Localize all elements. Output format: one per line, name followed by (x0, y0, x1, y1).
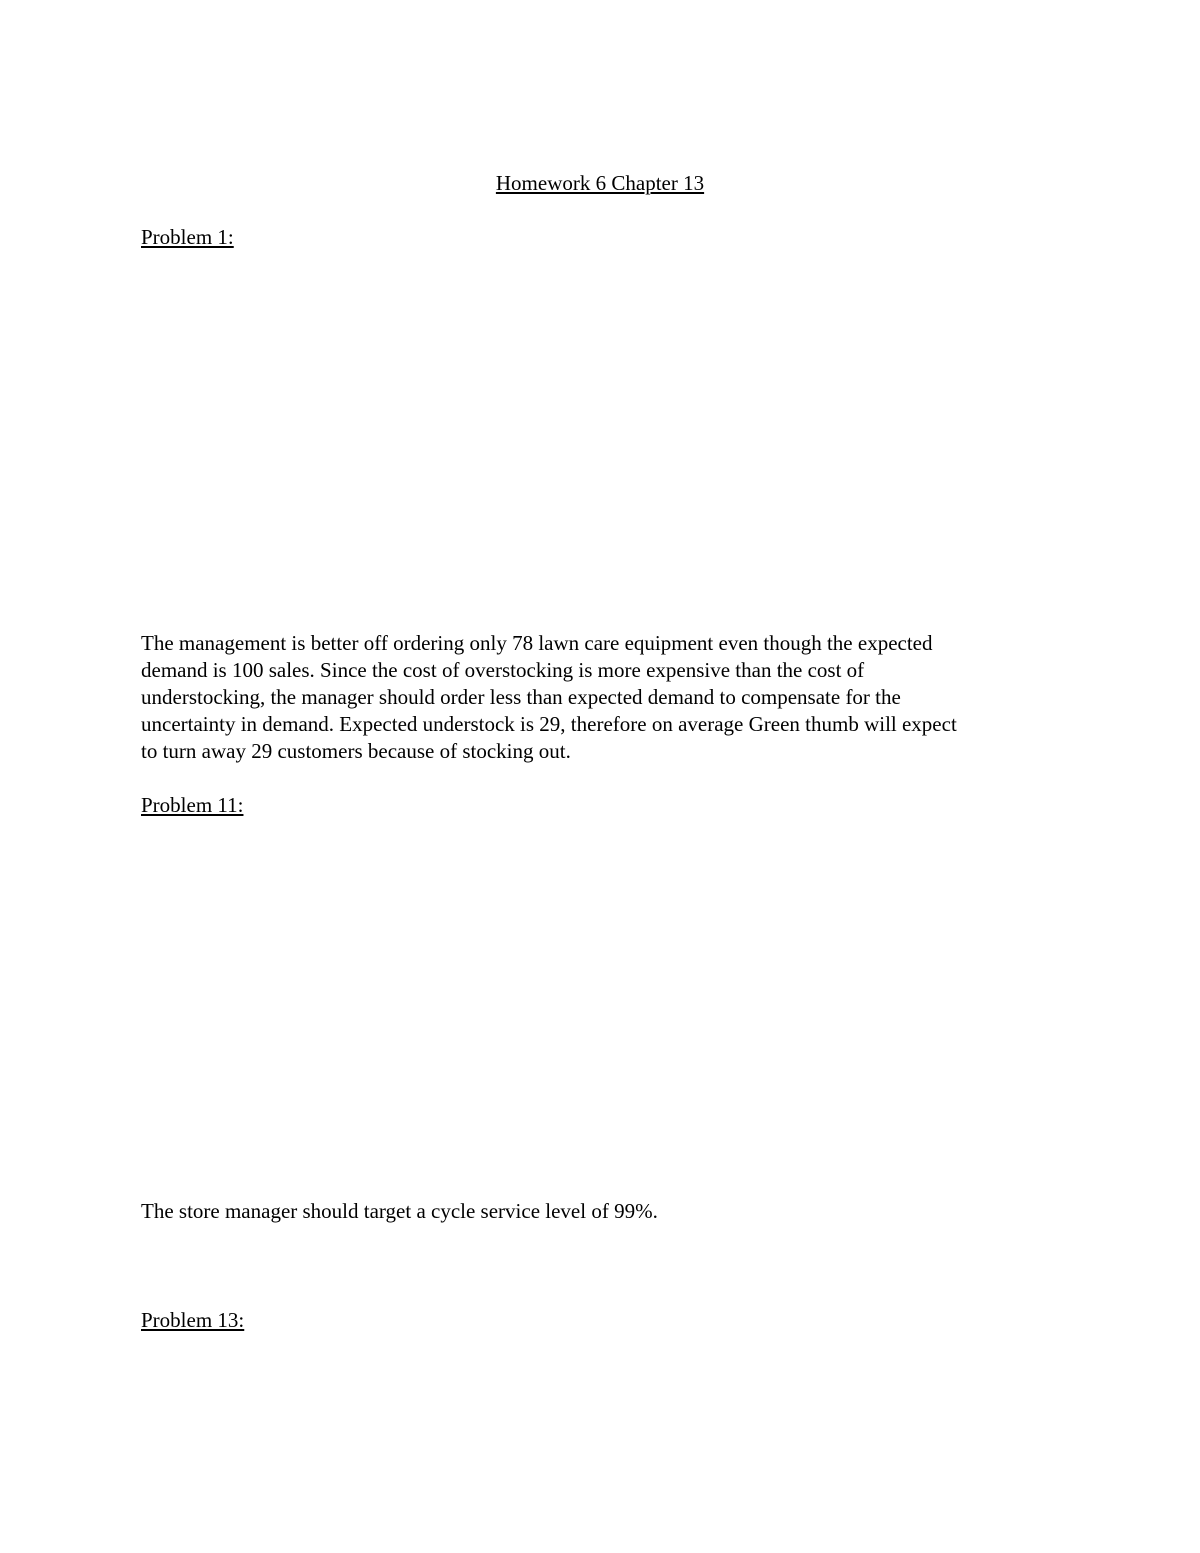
answer-paragraph-problem-1 (141, 630, 1071, 765)
answer-paragraph-problem-11 (141, 1198, 1071, 1225)
section-heading-problem-1: Problem 1: (141, 225, 234, 249)
document-title: Homework 6 Chapter 13 (495, 171, 705, 195)
paragraph-line: understocking, the manager should order less than expected demand to compensate for the (141, 685, 901, 709)
paragraph-line: The management is better off ordering only 78 lawn care equipment even though the expected (141, 631, 933, 655)
paragraph-line: uncertainty in demand. Expected understock is 29, therefore on average Green thumb will expect (141, 712, 957, 736)
section-heading-problem-13: Problem 13: (141, 1308, 245, 1332)
paragraph-line: The store manager should target a cycle service level of 99%. (141, 1199, 658, 1223)
paragraph-line: demand is 100 sales. Since the cost of overstocking is more expensive than the cost of (141, 658, 865, 682)
section-heading-problem-11: Problem 11: (141, 793, 244, 817)
paragraph-line: to turn away 29 customers because of stocking out. (141, 739, 571, 763)
